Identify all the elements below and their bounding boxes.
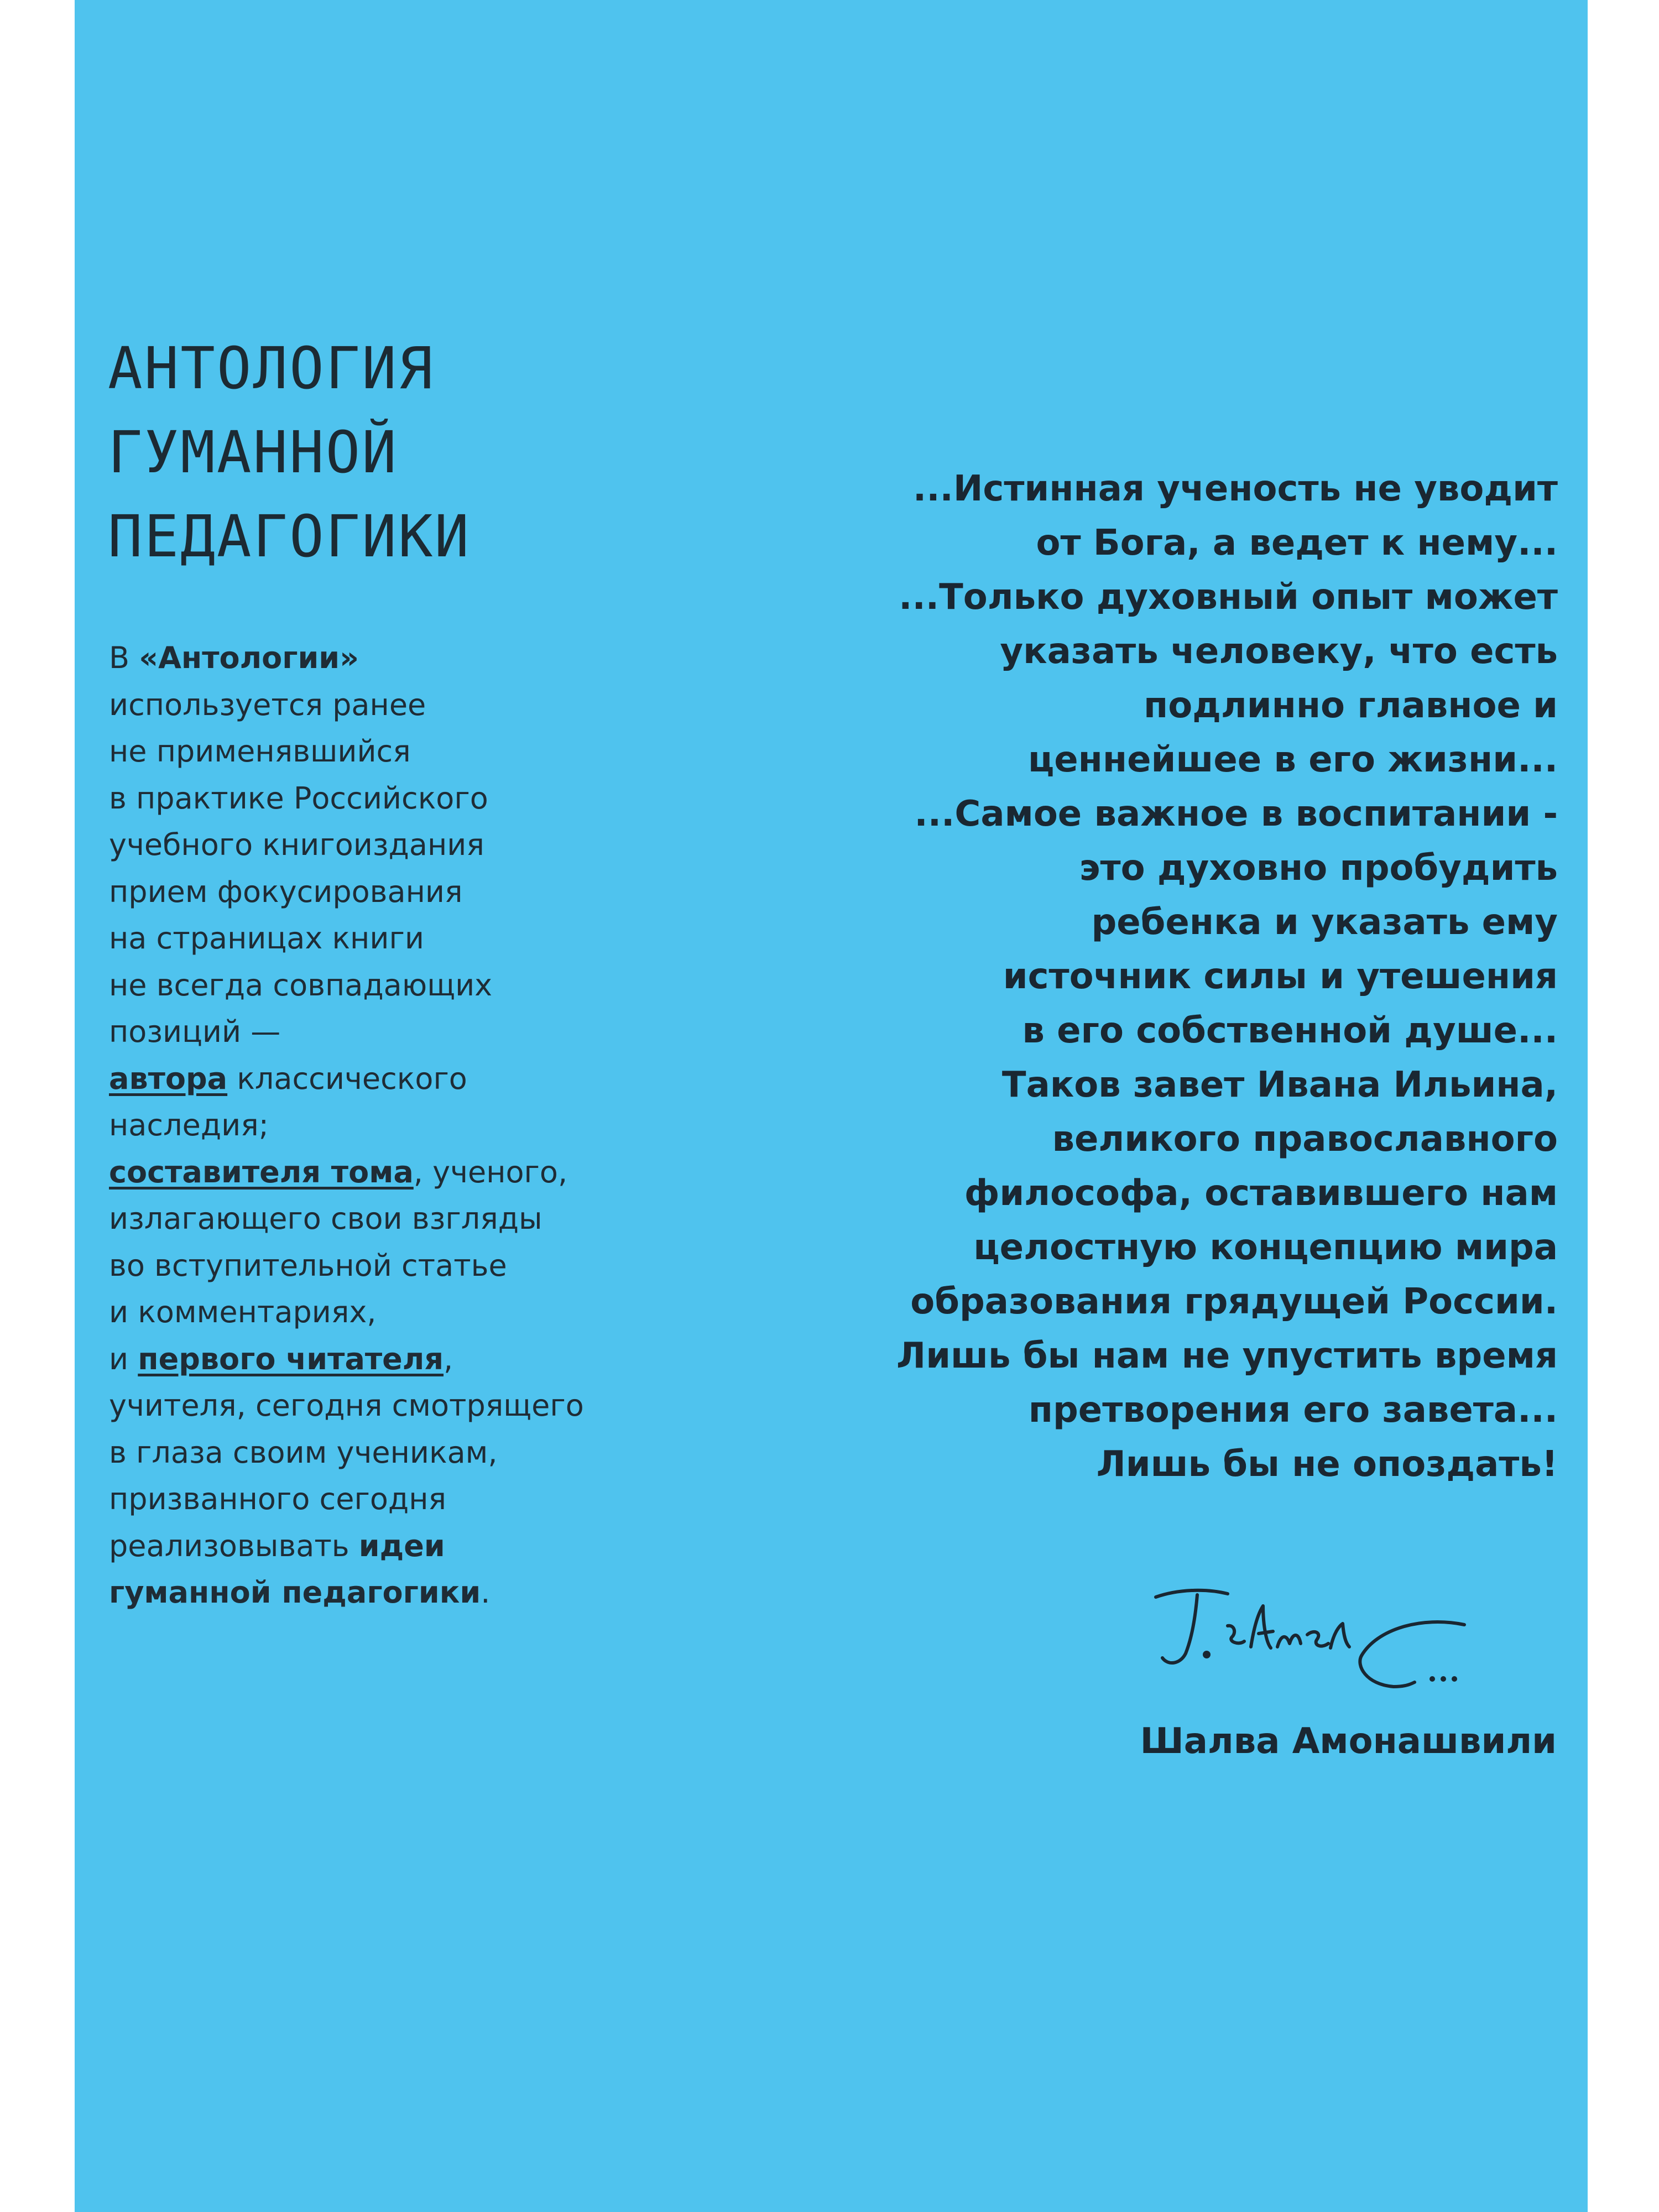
quote-line: ...Истинная ученость не уводит	[912, 468, 1558, 509]
intro-text: .	[481, 1575, 491, 1610]
intro-emphasis: гуманной педагогики	[109, 1575, 481, 1610]
intro-line: призванного сегодня	[109, 1481, 446, 1516]
title-line: ГУМАННОЙ	[108, 419, 398, 486]
title-line: АНТОЛОГИЯ	[108, 335, 435, 402]
quote-line: образования грядущей России.	[910, 1281, 1558, 1322]
intro-line: в глаза своим ученикам,	[109, 1434, 498, 1470]
author-name: Шалва Амонашвили	[1140, 1721, 1557, 1762]
quote-line: ...Только духовный опыт может	[899, 577, 1558, 618]
quote-line: Таков завет Ивана Ильина,	[1001, 1065, 1558, 1105]
quote-line: ребенка и указать ему	[1091, 902, 1558, 943]
intro-emphasis: «Антологии»	[139, 640, 359, 675]
quote-line: ценнейшее в его жизни...	[1027, 739, 1558, 780]
intro-line: и комментариях,	[109, 1295, 377, 1329]
quote-line: целостную концепцию мира	[973, 1227, 1558, 1268]
intro-line: излагающего свои взгляды	[109, 1201, 542, 1236]
intro-emphasis: идеи	[358, 1528, 445, 1563]
intro-line	[109, 1569, 584, 1616]
intro-line: во вступительной статье	[109, 1248, 507, 1283]
intro-text: реализовывать	[109, 1528, 359, 1563]
quote-line: Лишь бы не опоздать!	[1096, 1444, 1558, 1485]
intro-line: не применявшийся	[109, 734, 411, 769]
quote-line: подлинно главное и	[1144, 685, 1558, 726]
intro-line: наследия;	[109, 1108, 269, 1142]
intro-line: в практике Российского	[109, 780, 488, 816]
intro-line	[109, 1056, 584, 1103]
intro-line: позиций —	[109, 1014, 281, 1049]
intro-line: учителя, сегодня смотрящего	[109, 1388, 584, 1423]
intro-emphasis: первого читателя	[138, 1341, 444, 1376]
title-line: ПЕДАГОГИКИ	[108, 503, 471, 570]
quote-line: ...Самое важное в воспитании -	[914, 794, 1558, 834]
quote-line: указать человеку, что есть	[1000, 631, 1558, 672]
quote-line: великого православного	[1052, 1119, 1558, 1160]
quote-block	[896, 462, 1558, 1491]
quote-line: Лишь бы нам не упустить время	[896, 1335, 1558, 1376]
intro-text: В	[109, 640, 139, 675]
intro-line: прием фокусирования	[109, 874, 463, 909]
quote-line: философа, оставившего нам	[964, 1173, 1558, 1214]
intro-line: учебного книгоиздания	[109, 827, 484, 862]
intro-line	[109, 1149, 584, 1196]
intro-emphasis: составителя тома	[109, 1154, 414, 1190]
quote-line: в его собственной душе...	[1022, 1010, 1558, 1051]
intro-text: и	[109, 1341, 138, 1376]
intro-text: , ученого,	[413, 1154, 568, 1190]
intro-emphasis: автора	[109, 1061, 228, 1096]
intro-line: на страницах книги	[109, 921, 424, 956]
intro-line	[109, 1336, 584, 1383]
quote-line: это духовно пробудить	[1079, 848, 1558, 889]
intro-text: ,	[444, 1341, 453, 1376]
intro-text: классического	[227, 1061, 467, 1096]
intro-line: используется ранее	[109, 687, 426, 722]
intro-line: не всегда совпадающих	[109, 967, 493, 1003]
handwritten-signature	[1145, 1582, 1488, 1703]
quote-line: источник силы и утешения	[1003, 956, 1558, 997]
book-title	[108, 326, 471, 578]
intro-paragraph	[109, 635, 584, 1616]
quote-line: от Бога, а ведет к нему...	[1036, 523, 1558, 564]
intro-line	[109, 1523, 584, 1570]
quote-line: претворения его завета...	[1028, 1390, 1558, 1431]
intro-line	[109, 635, 584, 682]
